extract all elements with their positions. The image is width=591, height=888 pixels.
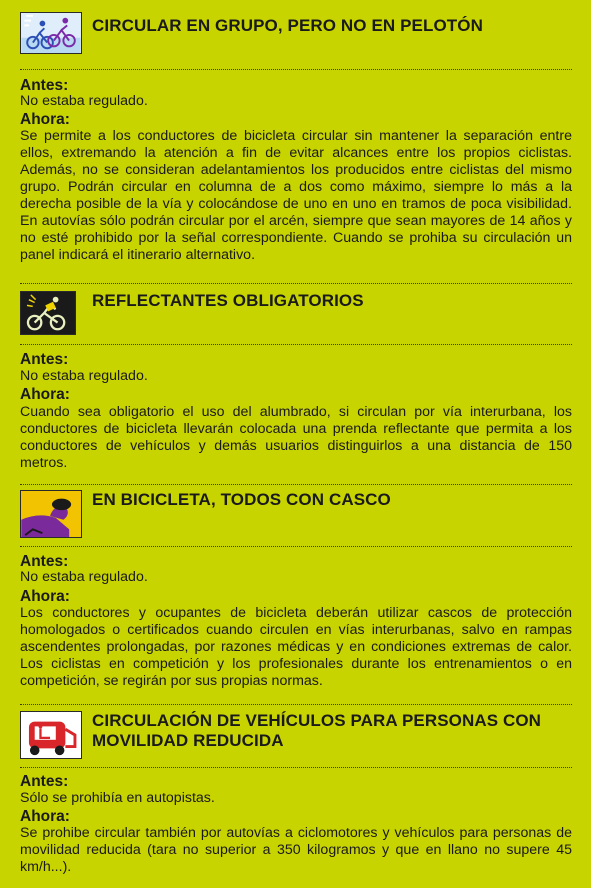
reflective-cyclist-icon — [20, 291, 76, 335]
before-label: Antes: — [20, 77, 69, 94]
section-title: CIRCULACIÓN DE VEHÍCULOS PARA PERSONAS CON MOVILIDAD REDUCIDA — [92, 711, 542, 750]
divider — [20, 283, 572, 284]
divider — [20, 704, 572, 705]
now-text: Los conductores y ocupantes de bicicleta deberán utilizar cascos de protección homologados o certificados cuando circulen en vías interurbanas, salvo en rampas ascendentes prolongadas, por razones médicas y en condiciones extremas de calor. Los ciclistas en competición y los profesionales durante los entrenamientos o en competición, se regirán por sus propias normas. — [20, 605, 572, 689]
section-title: REFLECTANTES OBLIGATORIOS — [92, 291, 364, 310]
before-label: Antes: — [20, 351, 69, 368]
now-label: Ahora: — [20, 588, 70, 605]
before-text: Sólo se prohibía en autopistas. — [20, 790, 215, 806]
divider — [20, 767, 572, 768]
before-text: No estaba regulado. — [20, 368, 148, 384]
before-label: Antes: — [20, 773, 69, 790]
now-label: Ahora: — [20, 386, 70, 403]
now-label: Ahora: — [20, 808, 70, 825]
divider — [20, 484, 572, 485]
now-text: Se prohibe circular también por autovías a ciclomotores y vehículos para personas de movilidad reducida (tara no superior a 350 kilogramos y que en llano no supere 45 km/h...). — [20, 825, 572, 875]
divider — [20, 344, 572, 345]
divider — [20, 69, 572, 70]
section-title: CIRCULAR EN GRUPO, PERO NO EN PELOTÓN — [92, 16, 483, 35]
reduced-mobility-vehicle-icon — [20, 711, 82, 759]
cyclists-group-icon — [20, 12, 82, 54]
now-text: Se permite a los conductores de bicicleta circular sin mantener la separación entre ellos, extremando la atención a fin de evitar alcances entre los propios ciclistas. Además, no se consideran adelantamientos los producidos entre ciclistas del mismo grupo. Podrán circular en columna de a dos como máximo, siempre lo más a la derecha posible de la vía y colocándose de uno en uno en tramos de poca visibilidad. En autovías sólo podrán circular por el arcén, siempre que sean mayores de 14 años y no esté prohibido por la señal correspondiente. Cuando se prohiba su circulación un panel indicará el itinerario alternativo. — [20, 128, 572, 263]
divider — [20, 546, 572, 547]
before-label: Antes: — [20, 553, 69, 570]
helmet-cyclist-icon — [20, 490, 82, 538]
before-text: No estaba regulado. — [20, 569, 148, 585]
now-label: Ahora: — [20, 111, 70, 128]
section-title: EN BICICLETA, TODOS CON CASCO — [92, 490, 391, 509]
now-text: Cuando sea obligatorio el uso del alumbrado, si circulan por vía interurbana, los conductores de bicicleta llevarán colocada una prenda reflectante que permita a los conductores de vehículos y demás usuarios distinguirlos a una distancia de 150 metros. — [20, 404, 572, 471]
before-text: No estaba regulado. — [20, 93, 148, 109]
